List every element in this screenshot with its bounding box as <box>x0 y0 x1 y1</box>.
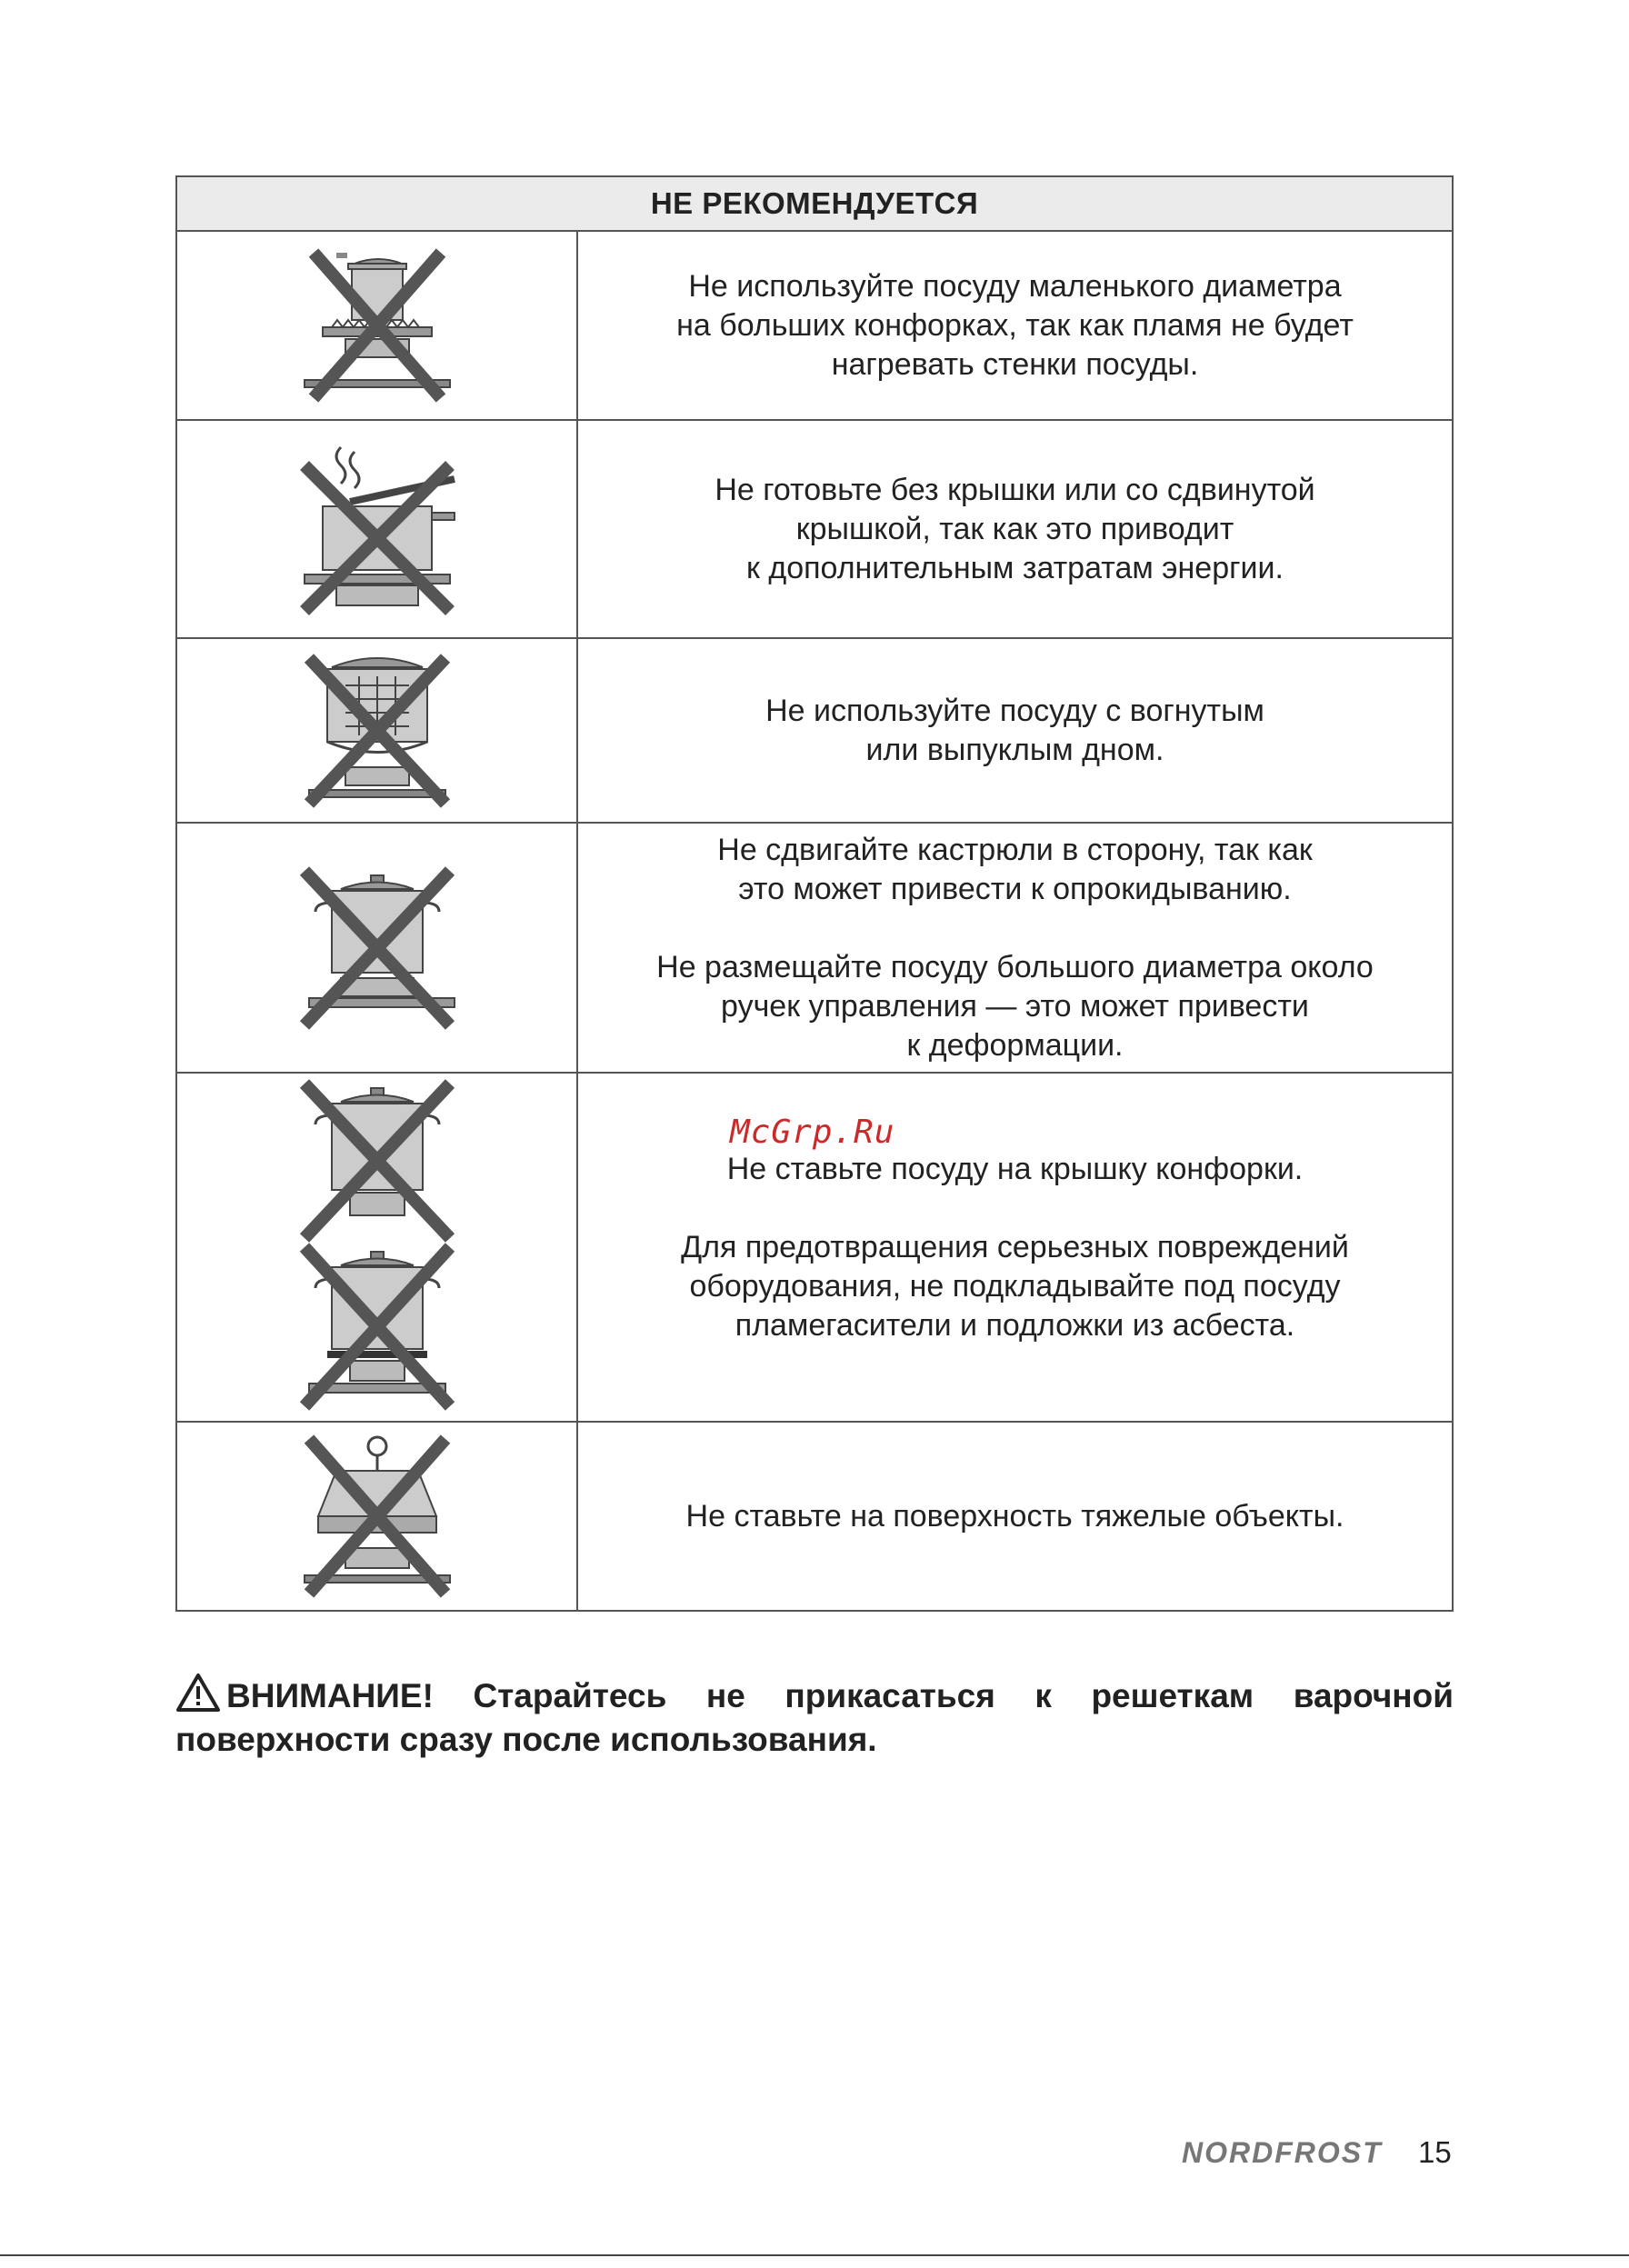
recommendations-table <box>175 175 1454 1612</box>
pot-with-curved-bottom-crossed-icon <box>295 649 459 813</box>
warning-text: ВНИМАНИЕ! Старайтесь не прикасаться к решеткам варочной поверхности сразу после использования. <box>175 1677 1454 1758</box>
row-illustration <box>177 232 578 419</box>
warning-triangle-icon <box>175 1673 221 1713</box>
instruction-text: Не ставьте на поверхность тяжелые объекты. <box>685 1498 1344 1534</box>
row-text <box>578 421 1452 637</box>
instruction-text: Не используйте посуду с вогнутым или выпуклым дном. <box>765 693 1264 767</box>
row-text <box>578 232 1452 419</box>
row-illustration <box>177 1074 578 1421</box>
instruction-text: Не используйте посуду маленького диаметра на больших конфорках, так как пламя не будет нагревать стенки посуды. <box>676 268 1354 382</box>
heavy-object-crossed-icon <box>295 1430 459 1603</box>
row-illustration <box>177 824 578 1072</box>
pot-without-lid-crossed-icon <box>286 438 468 620</box>
page-bottom-rule <box>0 2254 1629 2256</box>
table-row <box>177 639 1452 824</box>
warning-notice <box>175 1673 1454 1762</box>
table-row <box>177 824 1452 1074</box>
instruction-text: Не сдвигайте кастрюли в сторону, так как это может привести к опрокидыванию. <box>717 832 1313 906</box>
row-text <box>578 824 1452 1072</box>
table-header: НЕ РЕКОМЕНДУЕТСЯ <box>177 177 1452 232</box>
table-row <box>177 421 1452 639</box>
brand-logo: NORDFROST <box>1182 2136 1383 2169</box>
row-illustration <box>177 421 578 637</box>
small-pot-on-large-burner-crossed-icon <box>295 244 459 407</box>
row-text <box>578 639 1452 822</box>
row-text <box>578 1423 1452 1610</box>
table-row <box>177 232 1452 421</box>
row-illustration <box>177 1423 578 1610</box>
pot-on-burner-cap-and-asbestos-crossed-icon <box>291 1079 464 1415</box>
table-row <box>177 1423 1452 1610</box>
instruction-text: Не ставьте посуду на крышку конфорки. <box>726 1151 1304 1186</box>
page-number: 15 <box>1418 2135 1452 2169</box>
pot-off-center-crossed-icon <box>291 862 464 1034</box>
watermark: McGrp.Ru <box>730 1114 895 1151</box>
instruction-text: Не готовьте без крышки или со сдвинутой крышкой, так как это приводит к дополнительным затратам энергии. <box>715 472 1315 585</box>
instruction-text: Не размещайте посуду большого диаметра около ручек управления — это может привести к деформации. <box>656 949 1374 1063</box>
row-illustration <box>177 639 578 822</box>
row-text <box>578 1074 1452 1421</box>
instruction-text: Для предотвращения серьезных повреждений оборудования, не подкладывайте под посуду пламегасители и подложки из асбеста. <box>681 1229 1349 1343</box>
